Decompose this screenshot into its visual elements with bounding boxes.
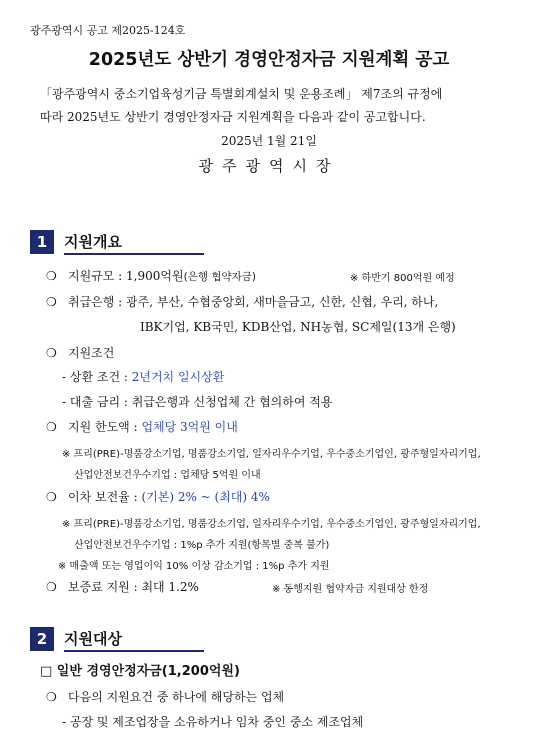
target-item-1 <box>46 688 284 705</box>
subsidy-note-1: ※ 프리(PRE)-명품강소기업, 명품강소기업, 일자리우수기업, 우수중소기업인, 광주형일자리기업, <box>62 519 481 530</box>
target-item-1-text: 다음의 지원요건 중 하나에 해당하는 업체 <box>68 690 285 704</box>
intro-line-1: 「광주광역시 중소기업육성기금 특별회계설치 및 운용조례」 제7조의 규정에 <box>40 87 443 101</box>
support-scale-item <box>46 267 256 284</box>
section-2-header <box>30 627 230 651</box>
issuer-name: 광주광역시장 <box>198 157 340 175</box>
limit-value: 업체당 3억원 이내 <box>141 420 238 434</box>
banks-item <box>46 293 438 310</box>
repay-label: - 상환 조건 : <box>62 370 132 384</box>
section-2-subtitle: □ 일반 경영안정자금(1,200억원) <box>40 664 240 679</box>
section-2-number: 2 <box>30 627 54 651</box>
subsidy-item <box>46 488 270 505</box>
repay-condition <box>62 368 224 385</box>
conditions-item <box>46 344 114 361</box>
subsidy-note-3: ※ 매출액 또는 영업이익 10% 이상 감소기업 : 1%p 추가 지원 <box>58 561 330 572</box>
section-2-title: 지원대상 <box>64 630 122 648</box>
target-item-1-sub: - 공장 및 제조업장을 소유하거나 임차 중인 중소 제조업체 <box>62 715 364 729</box>
subsidy-note-2: 산업안전보건우수기업 : 1%p 추가 지원(항목별 중복 불가) <box>74 540 330 551</box>
announcement-date: 2025년 1월 21일 <box>221 134 317 148</box>
scale-label: 지원규모 : <box>68 269 127 283</box>
section-1-title: 지원개요 <box>64 233 122 251</box>
section-1-number: 1 <box>30 230 54 254</box>
limit-item <box>46 418 238 435</box>
guarantee-note: ※ 동행지원 협약자금 지원대상 한정 <box>272 584 429 595</box>
limit-label: 지원 한도액 : <box>68 420 142 434</box>
banks-label: 취급은행 : <box>68 295 127 309</box>
guarantee-label: 보증료 지원 : 최대 1.2% <box>68 580 199 594</box>
subsidy-label: 이차 보전율 : <box>68 490 142 504</box>
scale-value: 1,900억원 <box>126 269 184 283</box>
circle-bullet-icon: ❍ <box>46 346 57 360</box>
circle-bullet-icon: ❍ <box>46 295 57 309</box>
limit-note-1: ※ 프리(PRE)-명품강소기업, 명품강소기업, 일자리우수기업, 우수중소기업인, 광주형일자리기업, <box>62 449 481 460</box>
circle-bullet-icon: ❍ <box>46 490 57 504</box>
conditions-label: 지원조건 <box>68 346 115 360</box>
scale-paren: (은행 협약자금) <box>183 271 256 283</box>
circle-bullet-icon: ❍ <box>46 690 57 704</box>
section-1-header <box>30 230 230 254</box>
guarantee-item <box>46 578 199 595</box>
page-title: 2025년도 상반기 경영안정자금 지원계획 공고 <box>88 50 450 70</box>
banks-line-2: IBK기업, KB국민, KDB산업, NH농협, SC제일(13개 은행) <box>140 320 456 334</box>
banks-line-1: 광주, 부산, 수협중앙회, 새마을금고, 신한, 신협, 우리, 하나, <box>126 295 439 309</box>
loan-rate: - 대출 금리 : 취급은행과 신청업체 간 협의하여 적용 <box>62 395 333 409</box>
repay-value: 2년거치 일시상환 <box>131 370 225 384</box>
scale-note: ※ 하반기 800억원 예정 <box>350 273 455 284</box>
section-2-underline <box>64 650 204 652</box>
section-1-underline <box>64 253 204 255</box>
circle-bullet-icon: ❍ <box>46 420 57 434</box>
limit-note-2: 산업안전보건우수기업 : 업체당 5억원 이내 <box>74 470 261 481</box>
subsidy-value: (기본) 2% ~ (최대) 4% <box>141 490 270 504</box>
doc-number: 광주광역시 공고 제2025-124호 <box>30 24 186 37</box>
intro-line-2: 따라 2025년도 상반기 경영안정자금 지원계획을 다음과 같이 공고합니다. <box>40 110 426 124</box>
circle-bullet-icon: ❍ <box>46 269 57 283</box>
circle-bullet-icon: ❍ <box>46 580 57 594</box>
